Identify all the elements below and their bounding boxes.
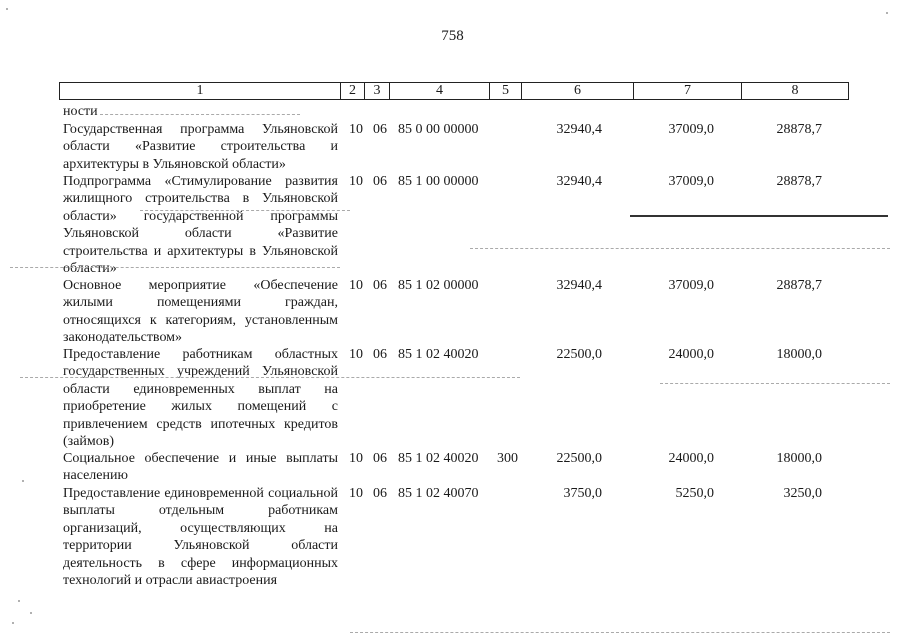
row-subsection: 06 [373,122,387,137]
header-col-6: 6 [522,83,634,99]
row-subsection: 06 [373,278,387,293]
row-value-col8: 18000,0 [776,451,822,466]
row-name: Государственная программа Ульяновской области «Развитие строительства и архитектуры в Ульяновской области» [63,122,338,172]
row-section: 10 [349,122,363,137]
row-name: Основное мероприятие «Обеспечение жилыми помещениями граждан, относящихся к категориям, установленным законодательством» [63,278,338,346]
row-value-col6: 32940,4 [556,278,602,293]
row-target-article: 85 1 02 40070 [398,486,479,501]
row-name: Предоставление единовременной социальной выплаты отдельным работникам организаций, осуществляющих на территории Ульяновской области деятельность в сфере информационных технологий и отрасли авиастроения [63,486,338,589]
scan-artifact [630,215,888,217]
scan-artifact [22,480,24,482]
row-value-col8: 28878,7 [776,122,822,137]
header-col-5: 5 [490,83,522,99]
row-target-article: 85 1 02 40020 [398,347,479,362]
header-col-7: 7 [634,83,742,99]
row-name: Предоставление работникам областных государственных учреждений Ульяновской области единовременных выплат на приобретение жилых помещений с привлечением средств ипотечных кредитов (займов) [63,347,338,450]
row-expense-type: 300 [497,451,518,466]
row-name: Социальное обеспечение и иные выплаты населению [63,451,338,484]
row-value-col8: 18000,0 [776,347,822,362]
scan-artifact [660,383,890,384]
row-value-col6: 22500,0 [556,347,602,362]
scan-artifact [12,622,14,624]
header-col-8: 8 [791,83,799,98]
row-value-col6: 3750,0 [563,486,602,501]
scan-artifact [30,612,32,614]
row-target-article: 85 1 02 00000 [398,278,479,293]
scan-artifact [20,377,520,378]
row-value-col6: 32940,4 [556,174,602,189]
table-header-row [59,82,849,100]
row-section: 10 [349,347,363,362]
row-value-col7: 37009,0 [668,278,714,293]
row-target-article: 85 1 02 40020 [398,451,479,466]
row-value-col8: 28878,7 [776,278,822,293]
row-value-col7: 37009,0 [668,122,714,137]
row-subsection: 06 [373,174,387,189]
header-col-4: 4 [390,83,490,99]
scan-artifact [100,114,300,115]
scan-artifact [18,600,20,602]
row-target-article: 85 1 00 00000 [398,174,479,189]
row-target-article: 85 0 00 00000 [398,122,479,137]
row-subsection: 06 [373,451,387,466]
row-value-col6: 22500,0 [556,451,602,466]
row-value-col6: 32940,4 [556,122,602,137]
scan-artifact [140,210,350,211]
row-name: Подпрограмма «Стимулирование развития жилищного строительства в Ульяновской области» государственной программы Ульяновской области «Развитие строительства и архитектуры в Ульяновской области» [63,174,338,277]
row-section: 10 [349,451,363,466]
header-col-2: 2 [341,83,365,99]
row-value-col7: 37009,0 [668,174,714,189]
row-value-col7: 5250,0 [675,486,714,501]
header-col-1: 1 [60,83,341,99]
row-section: 10 [349,486,363,501]
row-value-col7: 24000,0 [668,451,714,466]
scan-artifact [350,632,890,633]
row-value-col8: 3250,0 [783,486,822,501]
row-subsection: 06 [373,347,387,362]
row-subsection: 06 [373,486,387,501]
scan-artifact [470,248,890,249]
row-name: ности [63,104,98,119]
header-col-3: 3 [365,83,390,99]
row-value-col7: 24000,0 [668,347,714,362]
row-value-col8: 28878,7 [776,174,822,189]
page-number: 758 [441,28,464,44]
scan-artifact [886,12,888,14]
scan-artifact [10,267,340,268]
scan-artifact [6,8,8,10]
row-section: 10 [349,174,363,189]
row-section: 10 [349,278,363,293]
